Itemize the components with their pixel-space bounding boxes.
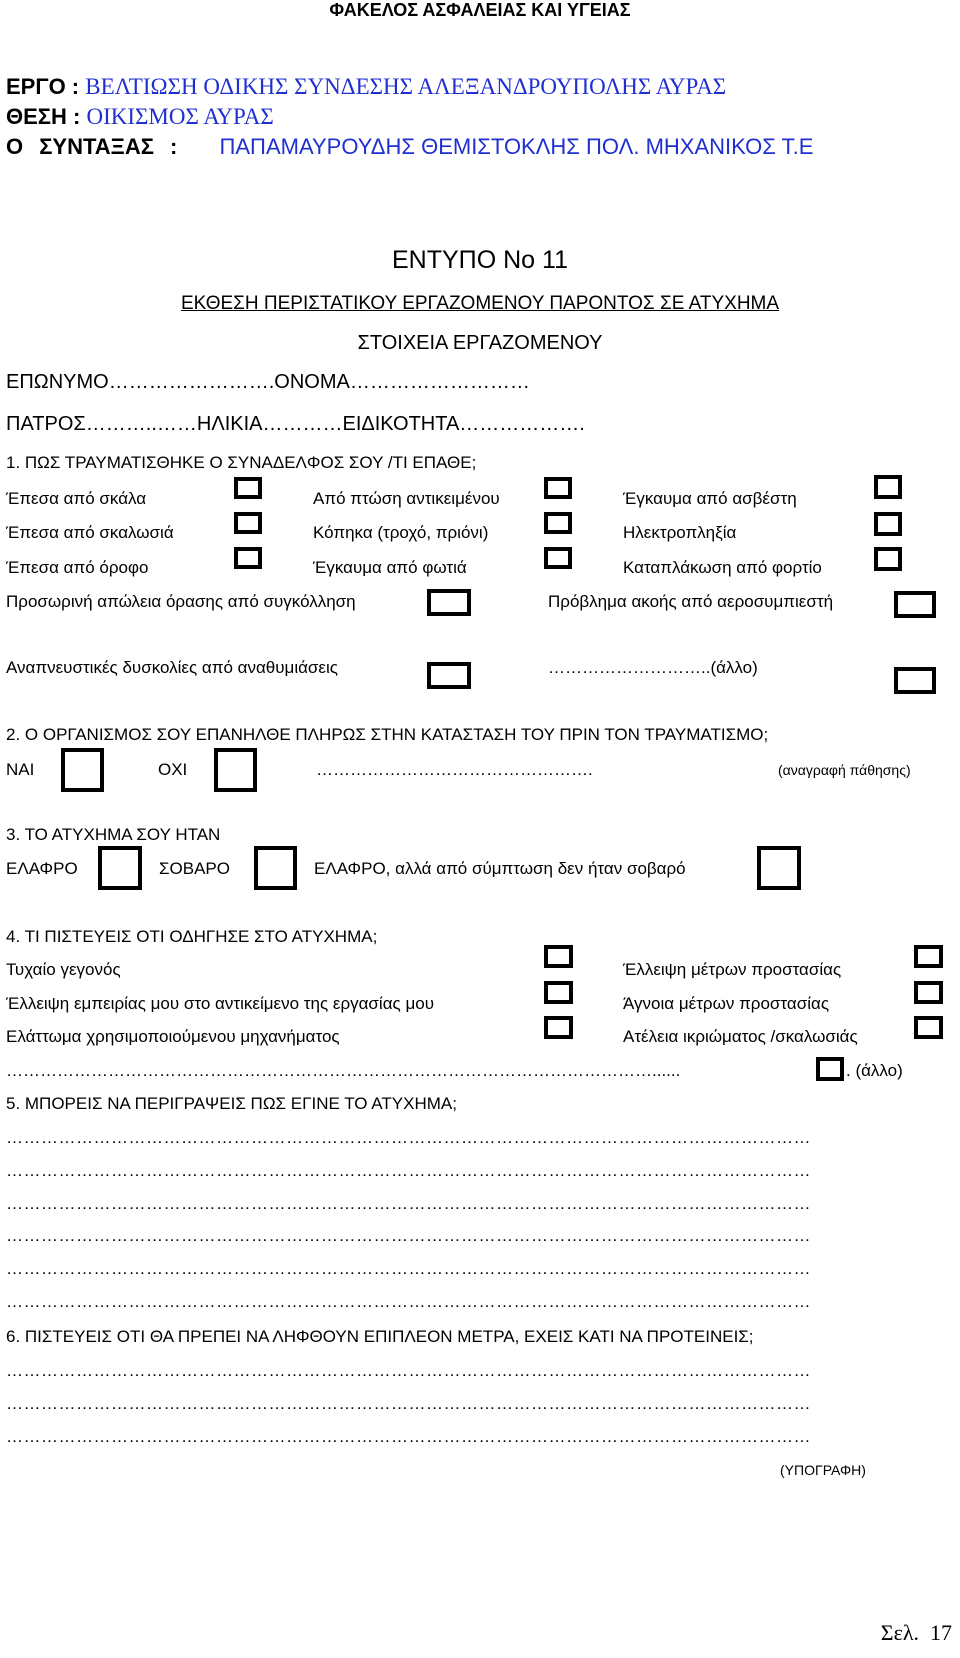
q3-title: 3. ΤΟ ΑΤΥΧΗΜΑ ΣΟΥ ΗΤΑΝ xyxy=(6,825,221,844)
q1-option: Έπεσα από σκαλωσιά xyxy=(6,523,174,542)
form-number: ΕΝΤΥΠΟ Νο 11 xyxy=(392,246,568,274)
checkbox[interactable] xyxy=(914,1016,943,1039)
q4-option: Άγνοια μέτρων προστασίας xyxy=(623,994,830,1013)
q1-option: Πρόβλημα ακοής από αεροσυμπιεστή xyxy=(548,592,834,611)
q1-option: Καταπλάκωση από φορτίο xyxy=(623,558,822,577)
location-line xyxy=(6,104,274,130)
q3-lucky-label: ΕΛΑΦΡΟ, αλλά από σύμπτωση δεν ήταν σοβαρό xyxy=(314,859,686,878)
signature-label: (ΥΠΟΓΡΑΦΗ) xyxy=(780,1462,866,1478)
q1-other-field[interactable]: ………………………..(άλλο) xyxy=(548,658,758,677)
q3-serious-label: ΣΟΒΑΡΟ xyxy=(159,859,230,878)
q6-answer-line[interactable]: ………………………………………………………………………………………………………………………… xyxy=(6,1394,811,1413)
checkbox[interactable] xyxy=(234,477,262,499)
q2-note: (αναγραφή πάθησης) xyxy=(778,762,911,778)
section-title: ΣΤΟΙΧΕΙΑ ΕΡΓΑΖΟΜΕΝΟΥ xyxy=(357,332,603,354)
checkbox[interactable] xyxy=(544,512,572,534)
q6-answer-line[interactable]: ………………………………………………………………………………………………………………………… xyxy=(6,1427,811,1446)
project-value: ΒΕΛΤΙΩΣΗ ΟΔΙΚΗΣ ΣΥΝΔΕΣΗΣ ΑΛΕΞΑΝΔΡΟΥΠΟΛΗΣ ΑΥΡΑΣ xyxy=(85,74,727,99)
q4-other-label: . (άλλο) xyxy=(846,1061,903,1080)
q4-option: Έλλειψη εμπειρίας μου στο αντικείμενο της εργασίας μου xyxy=(6,994,434,1013)
q1-title: 1. ΠΩΣ ΤΡΑΥΜΑΤΙΣΘΗΚΕ Ο ΣΥΝΑΔΕΛΦΟΣ ΣΟΥ /ΤΙ ΕΠΑΘΕ; xyxy=(6,453,477,472)
author-value: ΠΑΠΑΜΑΥΡΟΥΔΗΣ ΘΕΜΙΣΤΟΚΛΗΣ xyxy=(219,134,580,159)
q4-other-field[interactable]: ……………………………………………………………………………………………………...... xyxy=(6,1061,681,1080)
q3-light-label: ΕΛΑΦΡΟ xyxy=(6,859,78,878)
checkbox[interactable] xyxy=(914,981,943,1004)
q5-title: 5. ΜΠΟΡΕΙΣ ΝΑ ΠΕΡΙΓΡΑΨΕΙΣ ΠΩΣ ΕΓΙΝΕ ΤΟ ΑΤΥΧΗΜΑ; xyxy=(6,1094,457,1113)
q5-answer-line[interactable]: ………………………………………………………………………………………………………………………… xyxy=(6,1194,811,1213)
q4-option: Τυχαίο γεγονός xyxy=(6,960,121,979)
details-field[interactable]: ΠΑΤΡΟΣ………..……ΗΛΙΚΙΑ…………ΕΙΔΙΚΟΤΗΤΑ………………. xyxy=(6,413,585,435)
checkbox[interactable] xyxy=(816,1057,844,1081)
author-line xyxy=(6,134,813,160)
checkbox[interactable] xyxy=(234,512,262,534)
author-label: Ο ΣΥΝΤΑΞΑΣ : xyxy=(6,134,178,159)
q1-option: Κόπηκα (τροχό, πριόνι) xyxy=(313,523,489,542)
checkbox[interactable] xyxy=(544,547,572,569)
q1-option: Προσωρινή απώλεια όρασης από συγκόλληση xyxy=(6,592,356,611)
checkbox[interactable] xyxy=(757,846,801,890)
checkbox[interactable] xyxy=(214,748,257,792)
q5-answer-line[interactable]: ………………………………………………………………………………………………………………………… xyxy=(6,1161,811,1180)
document-header: ΦΑΚΕΛΟΣ ΑΣΦΑΛΕΙΑΣ ΚΑΙ ΥΓΕΙΑΣ xyxy=(329,0,631,20)
q1-option: Ηλεκτροπληξία xyxy=(623,523,737,542)
form-subtitle: ΕΚΘΕΣΗ ΠΕΡΙΣΤΑΤΙΚΟΥ ΕΡΓΑΖΟΜΕΝΟΥ ΠΑΡΟΝΤΟΣ ΣΕ ΑΤΥΧΗΜΑ xyxy=(180,293,780,314)
checkbox[interactable] xyxy=(254,846,297,890)
q4-option: Ελάττωμα χρησιμοποιούμενου μηχανήματος xyxy=(6,1027,340,1046)
q6-title: 6. ΠΙΣΤΕΥΕΙΣ ΟΤΙ ΘΑ ΠΡΕΠΕΙ ΝΑ ΛΗΦΘΟΥΝ ΕΠΙΠΛΕΟΝ ΜΕΤΡΑ, ΕΧΕΙΣ ΚΑΤΙ ΝΑ ΠΡΟΤΕΙΝΕΙΣ; xyxy=(6,1327,754,1346)
q5-answer-line[interactable]: ………………………………………………………………………………………………………………………… xyxy=(6,1259,811,1278)
checkbox[interactable] xyxy=(914,945,943,968)
q4-title: 4. ΤΙ ΠΙΣΤΕΥΕΙΣ ΟΤΙ ΟΔΗΓΗΣΕ ΣΤΟ ΑΤΥΧΗΜΑ; xyxy=(6,927,378,946)
checkbox[interactable] xyxy=(544,981,573,1004)
author-title: ΠΟΛ. ΜΗΧΑΝΙΚΟΣ Τ.Ε xyxy=(586,134,814,159)
q1-option: Έγκαυμα από φωτιά xyxy=(313,558,467,577)
location-value: ΟΙΚΙΣΜΟΣ ΑΥΡΑΣ xyxy=(86,104,274,129)
q6-answer-line[interactable]: ………………………………………………………………………………………………………………………… xyxy=(6,1361,811,1380)
q5-answer-line[interactable]: ………………………………………………………………………………………………………………………… xyxy=(6,1292,811,1311)
checkbox[interactable] xyxy=(234,547,262,569)
q1-option: Έγκαυμα από ασβέστη xyxy=(623,489,797,508)
checkbox[interactable] xyxy=(98,846,142,890)
page-number: Σελ. 17 xyxy=(880,1620,952,1645)
name-field[interactable]: ΕΠΩΝΥΜΟ…………………….ΟΝΟΜΑ……………………… xyxy=(6,371,530,393)
q2-title: 2. Ο ΟΡΓΑΝΙΣΜΟΣ ΣΟΥ ΕΠΑΝΗΛΘΕ ΠΛΗΡΩΣ ΣΤΗΝ ΚΑΤΑΣΤΑΣΗ ΤΟΥ ΠΡΙΝ ΤΟΝ ΤΡΑΥΜΑΤΙΣΜΟ; xyxy=(6,725,769,744)
q2-condition-field[interactable]: …………………………………………. xyxy=(316,760,593,779)
q2-no-label: ΟΧΙ xyxy=(158,760,188,779)
checkbox[interactable] xyxy=(61,748,104,792)
q1-option: Από πτώση αντικειμένου xyxy=(313,489,500,508)
checkbox[interactable] xyxy=(544,477,572,499)
checkbox[interactable] xyxy=(874,475,902,499)
checkbox[interactable] xyxy=(427,662,471,689)
project-label: ΕΡΓΟ : xyxy=(6,74,80,99)
q1-option: Έπεσα από σκάλα xyxy=(6,489,147,508)
q5-answer-line[interactable]: ………………………………………………………………………………………………………………………… xyxy=(6,1226,811,1245)
checkbox[interactable] xyxy=(874,547,902,571)
checkbox[interactable] xyxy=(874,512,902,536)
q1-option: Έπεσα από όροφο xyxy=(6,558,149,577)
checkbox[interactable] xyxy=(544,945,573,968)
q2-yes-label: ΝΑΙ xyxy=(6,760,35,779)
checkbox[interactable] xyxy=(427,589,471,616)
checkbox[interactable] xyxy=(894,667,936,694)
project-line xyxy=(6,74,726,100)
q5-answer-line[interactable]: ………………………………………………………………………………………………………………………… xyxy=(6,1128,811,1147)
checkbox[interactable] xyxy=(894,591,936,618)
location-label: ΘΕΣΗ : xyxy=(6,104,81,129)
q4-option: Έλλειψη μέτρων προστασίας xyxy=(623,960,842,979)
q4-option: Ατέλεια ικριώματος /σκαλωσιάς xyxy=(623,1027,858,1046)
q1-option: Αναπνευστικές δυσκολίες από αναθυμιάσεις xyxy=(6,658,338,677)
checkbox[interactable] xyxy=(544,1016,573,1039)
